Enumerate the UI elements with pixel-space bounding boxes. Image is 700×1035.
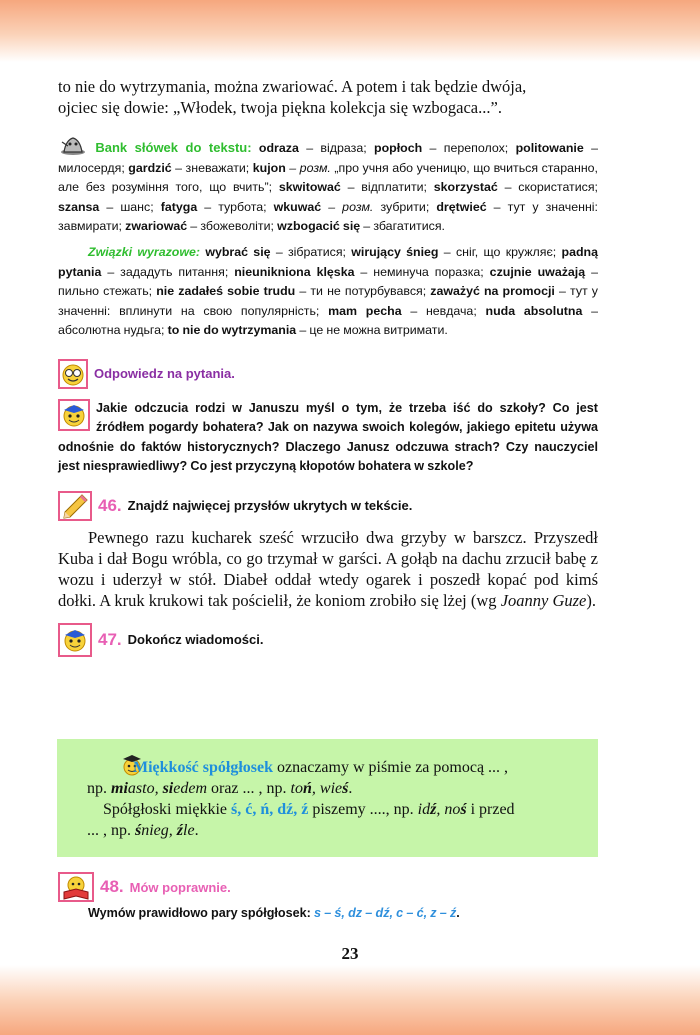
task-46-title: Znajdź najwięcej przysłów ukrytych w tekście. — [127, 498, 413, 514]
vocab-translation: – тут у значенні: завмирати; — [58, 199, 598, 234]
vocab-word: zaważyć na promocji — [430, 284, 555, 299]
task-46-number: 46. — [98, 495, 122, 515]
vocab-translation: – невдача; — [401, 303, 486, 318]
answer-heading — [58, 359, 598, 389]
task-48-heading — [58, 872, 598, 902]
page-content — [58, 76, 598, 657]
vocab-word: gardzić — [128, 160, 172, 175]
vocab-translation: „про учня або ученицю, що вчиться старанно, але без розуміння того, що вчить”; — [58, 160, 598, 195]
questions-text: Jakie odczucia rodzi w Januszu myśl o tym, że trzeba iść do szkoły? Co jest źródłem pogardy bohatera? Jak on nazywa swoich kolegów, jakiego epitetu używa odnośnie do faktów historycznych? Dlaczego Janusz odczuwa strach? Czy nauczyciel jest niesprawiedliwy? Co jest przyczyną kłopotów bohatera w szkole? — [58, 400, 598, 474]
word-phrases — [58, 243, 598, 341]
vocab-word: nuda absolutna — [485, 303, 583, 318]
vocab-translation: – зададуть питання; — [101, 264, 235, 279]
vocab-translation: – збожеволіти; — [187, 219, 278, 234]
vocab-word: odraza — [258, 141, 299, 155]
vocab-register: – розм. — [285, 160, 331, 175]
bottom-decor-band — [0, 965, 700, 1035]
vocab-word: szansa — [58, 199, 100, 214]
vocab-translation: – відплатити; — [340, 180, 434, 195]
vocab-word: popłoch — [374, 141, 423, 155]
answer-title: Odpowiedz na pytania. — [94, 366, 235, 382]
student-icon — [58, 623, 92, 657]
pencil-icon — [58, 491, 92, 521]
student-icon — [58, 399, 90, 431]
vocab-word: nie zadałeś sobie trudu — [156, 284, 296, 299]
vocab-translation: – зневажати; — [171, 160, 253, 175]
vocab-word: wirujący śnieg — [351, 244, 439, 259]
vocab-word: skwitować — [278, 180, 341, 195]
wizard-icon — [58, 134, 88, 156]
vocab-word: fatyga — [160, 199, 198, 214]
rule-title: Miękkość spółgłosek — [133, 759, 274, 776]
top-decor-band — [0, 0, 700, 62]
phrases-title: Związki wyrazowe: — [88, 244, 201, 259]
task-47-heading — [58, 623, 598, 657]
vocab-translation: – сніг, що кружляє; — [438, 244, 562, 259]
vocab-translation: – зібратися; — [270, 244, 352, 259]
smiley-glasses-icon — [58, 359, 88, 389]
vocab-translation: – відраза; — [298, 141, 374, 155]
vocab-word: nieunikniona klęska — [234, 264, 355, 279]
vocab-word: padną pytania — [58, 244, 598, 279]
vocab-translation: – турбота; — [197, 199, 274, 214]
vocab-word: to nie do wytrzymania — [167, 323, 297, 338]
vocab-translation: – ти не потурбувався; — [295, 284, 431, 299]
word-bank — [58, 134, 598, 237]
vocab-word: skorzystać — [433, 180, 498, 195]
vocab-translation: – скористатися; — [497, 180, 599, 195]
vocab-word: wzbogacić się — [277, 219, 361, 234]
vocab-word: politowanie — [515, 141, 584, 155]
task-48 — [58, 872, 598, 924]
vocab-translation: – тут у значенні: вплинути на свою популярність; — [58, 284, 598, 318]
rule-paragraph-2: Spółgłoski miękkie ś, ć, ń, dź, ź piszemy ...., np. idź, noś i przed ... , np. śnieg, źle. — [87, 801, 515, 839]
vocab-translation: – шанс; — [99, 199, 161, 214]
vocab-translation: – переполох; — [422, 141, 516, 155]
vocab-word: zwariować — [125, 219, 188, 234]
graduate-smiley-icon — [103, 752, 129, 776]
vocab-word: kujon — [252, 160, 286, 175]
consonant-pairs: s – ś, dz – dź, c – ć, z – ź — [314, 906, 457, 920]
rule-paragraph-1: Miękkość spółgłosek oznaczamy w piśmie za pomocą ... , np. miasto, siedem oraz ... , np. toń, wieś. — [87, 752, 586, 799]
vocab-translation: – збагатитися. — [360, 219, 445, 234]
task-46-text: Pewnego razu kucharek sześć wrzuciło dwa grzyby w barszcz. Przyszedł Kuba i dał Bogu wróbla, co go trzymał w garści. A gołąb na dachu zrzucił babę z wozu i uderzył w stół. Diabeł oddał wtedy ogarek i poszedł kopać pod kimś dołki. A kruk krukowi tak pościelił, że koniom zrobiło się lżej (wg Joanny Guze). — [58, 527, 598, 610]
vocab-word: drętwieć — [436, 199, 487, 214]
vocab-translation: – милосердя; — [58, 141, 598, 175]
page-number: 23 — [341, 944, 359, 963]
vocab-word: wybrać się — [205, 244, 271, 259]
task-47-number: 47. — [98, 629, 122, 649]
task-46-heading — [58, 491, 598, 521]
vocab-word: czujnie uważają — [489, 264, 586, 279]
vocab-register: – розм. — [321, 199, 374, 214]
vocab-translation: – неминуча поразка; — [354, 264, 490, 279]
intro-text: to nie do wytrzymania, można zwariować. A potem i tak będzie dwója, ojciec się dowie: „Włodek, twoja piękna kolekcja się wzbogaca...”. — [58, 77, 527, 117]
vocab-translation: зубрити; — [373, 199, 437, 214]
soft-letters: ś, ć, ń, dź, ź — [231, 801, 309, 818]
vocab-word: mam pecha — [328, 303, 402, 318]
task-47-title: Dokończ wiadomości. — [127, 632, 264, 648]
task-48-text: Wymów prawidłowo pary spółgłosek: s – ś, dz – dź, c – ć, z – ź. — [88, 906, 460, 920]
vocab-translation: – абсолютна нудьга; — [58, 303, 598, 338]
word-bank-title: Bank słówek do tekstu: — [95, 140, 252, 155]
task-48-title: Mów poprawnie. — [129, 879, 231, 895]
rule-box — [57, 739, 598, 857]
reading-smiley-icon — [58, 872, 94, 902]
vocab-translation: – пильно стежать; — [58, 264, 598, 299]
vocab-translation: – це не можна витримати. — [296, 323, 448, 338]
task-48-number: 48. — [100, 877, 124, 896]
vocab-word: wkuwać — [273, 199, 322, 214]
